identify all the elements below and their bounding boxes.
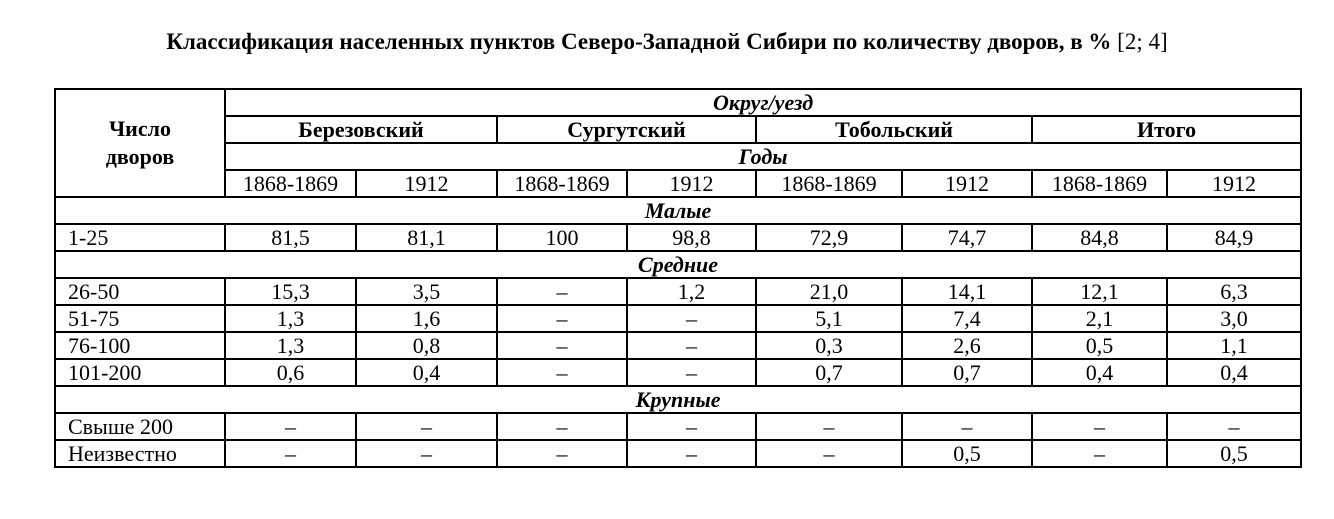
table-cell: 81,5 [225,224,356,251]
table-cell: 0,4 [1032,359,1167,386]
table-cell: 1,1 [1167,332,1301,359]
table-cell: 0,8 [356,332,497,359]
table-cell: – [1032,413,1167,440]
table-cell: 98,8 [627,224,756,251]
table-cell: 1,2 [627,278,756,305]
table-cell: 0,7 [756,359,902,386]
row-label: 76-100 [55,332,225,359]
table-cell: 7,4 [902,305,1032,332]
table-cell: 0,6 [225,359,356,386]
table-cell: – [902,413,1032,440]
table-cell: – [756,440,902,467]
classification-table [54,88,1302,468]
table-row [55,440,1301,467]
year-header: 1868-1869 [1032,170,1167,197]
table-cell: – [497,440,627,467]
year-header: 1868-1869 [756,170,902,197]
table-cell: – [756,413,902,440]
district-header: Березовский [225,116,497,143]
table-cell: – [627,359,756,386]
table-cell: 1,3 [225,305,356,332]
district-group-header: Округ/уезд [225,89,1301,116]
table-cell: 12,1 [1032,278,1167,305]
table-cell: 74,7 [902,224,1032,251]
corner-header-line2: дворов [105,144,175,169]
section-header: Малые [55,197,1301,224]
year-header: 1868-1869 [497,170,627,197]
table-cell: – [225,440,356,467]
table-cell: 72,9 [756,224,902,251]
table-cell: – [356,440,497,467]
district-header: Итого [1032,116,1301,143]
table-cell: 0,5 [1167,440,1301,467]
row-label: 26-50 [55,278,225,305]
row-label: Свыше 200 [55,413,225,440]
table-row [55,413,1301,440]
table-cell: 3,5 [356,278,497,305]
header-row-group [55,89,1301,116]
section-row [55,197,1301,224]
table-cell: – [627,332,756,359]
table-cell: 14,1 [902,278,1032,305]
section-row [55,386,1301,413]
table-cell: 15,3 [225,278,356,305]
table-cell: – [497,413,627,440]
district-header: Сургутский [497,116,756,143]
table-cell: 0,5 [1032,332,1167,359]
table-row [55,278,1301,305]
row-label: 1-25 [55,224,225,251]
table-cell: 0,3 [756,332,902,359]
table-cell: – [497,332,627,359]
table-cell: 81,1 [356,224,497,251]
row-label: 51-75 [55,305,225,332]
years-header: Годы [225,143,1301,170]
corner-header [55,89,225,197]
table-row [55,224,1301,251]
table-cell: 1,3 [225,332,356,359]
year-header: 1912 [356,170,497,197]
year-header: 1912 [627,170,756,197]
table-cell: – [497,278,627,305]
header-row-districts [55,116,1301,143]
table-cell: 2,1 [1032,305,1167,332]
table-cell: 0,4 [1167,359,1301,386]
year-header: 1868-1869 [225,170,356,197]
table-cell: – [627,413,756,440]
table-cell: 0,7 [902,359,1032,386]
table-cell: 21,0 [756,278,902,305]
district-header: Тобольский [756,116,1032,143]
table-body [55,89,1301,467]
table-title-text: Классификация населенных пунктов Северо-Западной Сибири по количеству дворов, в % [166,29,1112,54]
table-row [55,332,1301,359]
table-cell: 1,6 [356,305,497,332]
table-row [55,359,1301,386]
year-header: 1912 [1167,170,1301,197]
table-cell: – [225,413,356,440]
table-cell: – [356,413,497,440]
table-cell: – [497,359,627,386]
table-cell: 0,4 [356,359,497,386]
table-cell: 100 [497,224,627,251]
table-cell: 3,0 [1167,305,1301,332]
section-row [55,251,1301,278]
section-header: Средние [55,251,1301,278]
table-cell: 5,1 [756,305,902,332]
section-header: Крупные [55,386,1301,413]
table-cell: 84,9 [1167,224,1301,251]
table-cell: 0,5 [902,440,1032,467]
year-header: 1912 [902,170,1032,197]
header-row-years-label [55,143,1301,170]
table-cell: 84,8 [1032,224,1167,251]
table-row [55,305,1301,332]
table-cell: – [1032,440,1167,467]
header-row-years [55,170,1301,197]
row-label: Неизвестно [55,440,225,467]
table-cell: – [627,305,756,332]
table-cell: 2,6 [902,332,1032,359]
table-title-reference: [2; 4] [1117,29,1168,54]
corner-header-line1: Число [109,116,171,141]
row-label: 101-200 [55,359,225,386]
table-title [0,27,1334,57]
table-cell: – [627,440,756,467]
table-cell: – [497,305,627,332]
table-cell: 6,3 [1167,278,1301,305]
table-cell: – [1167,413,1301,440]
